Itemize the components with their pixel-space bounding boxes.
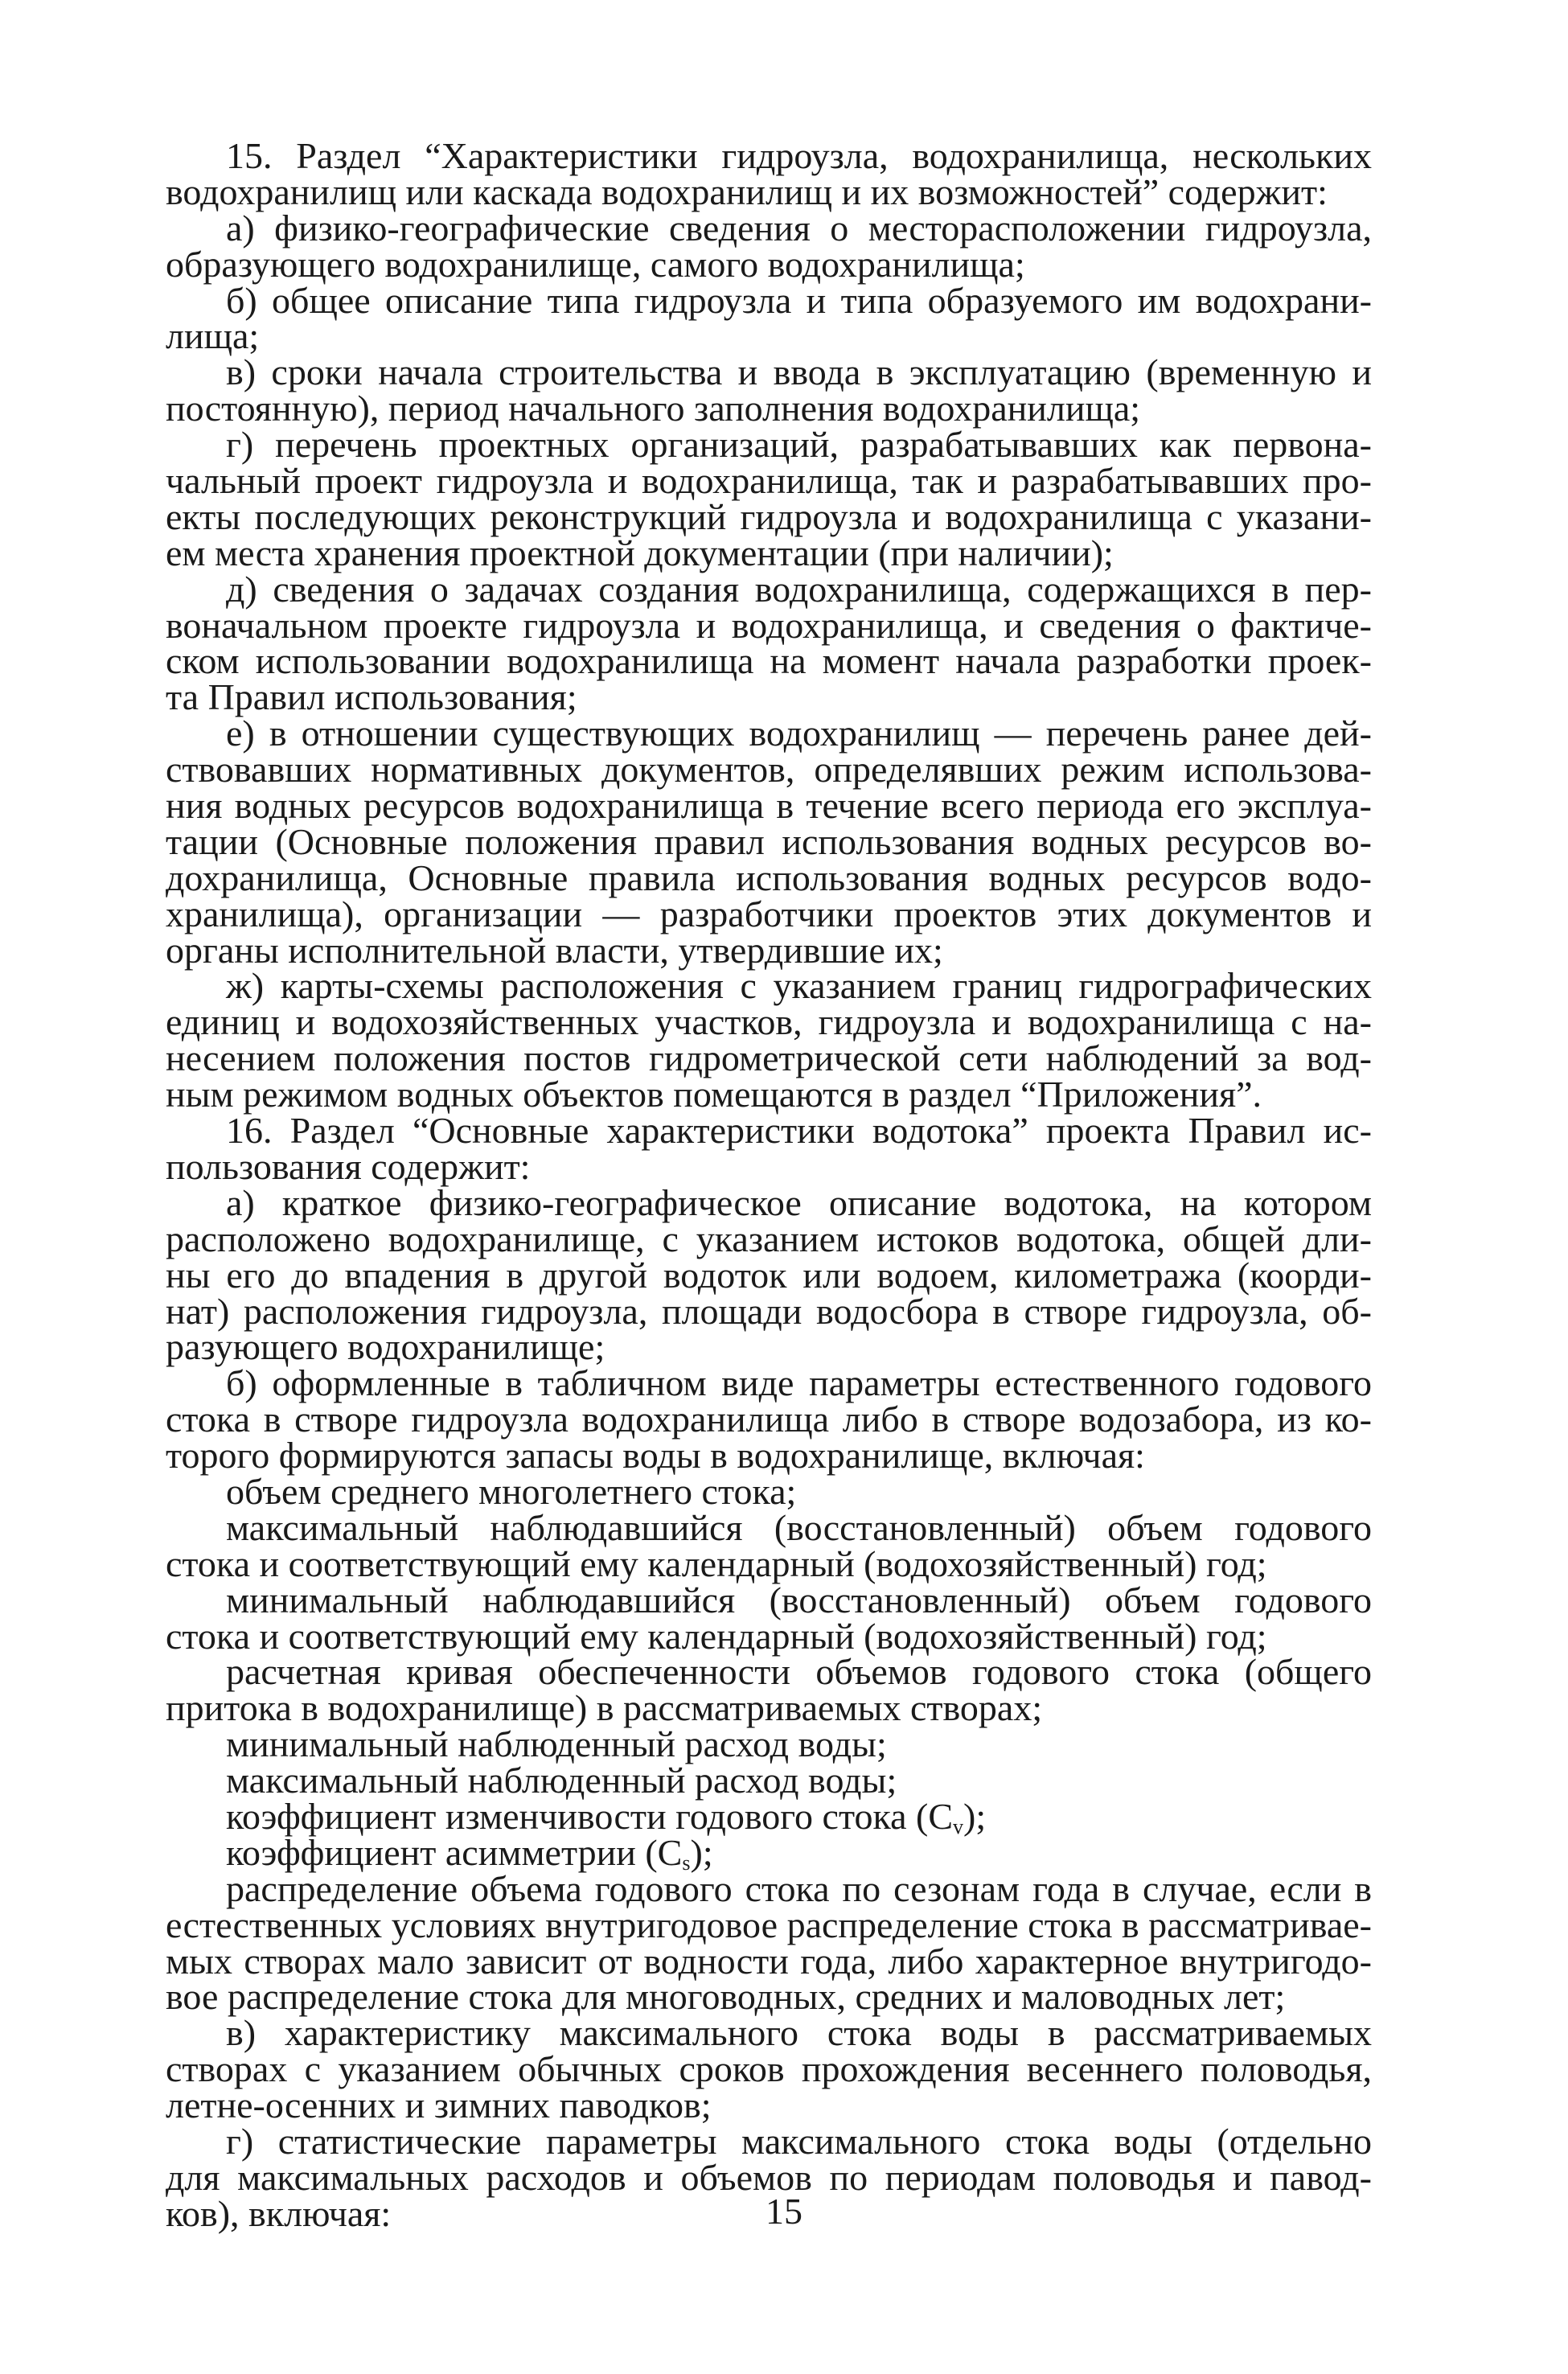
text-line: г) статистические параметры максимального стока воды (отдельно <box>226 2120 1372 2162</box>
text-line: екты последующих реконструкций гидроузла и водохранилища с указани- <box>166 495 1372 537</box>
text-line: ным режимом водных объектов помещаются в раздел “Приложения”. <box>166 1074 1262 1115</box>
text-line: вое распределение стока для многоводных, средних и маловодных лет; <box>166 1976 1286 2018</box>
text-line: воначальном проекте гидроузла и водохранилища, и сведения о фактиче- <box>166 604 1372 646</box>
text-line: дохранилища, Основные правила использования водных ресурсов водо- <box>166 856 1372 898</box>
text-line: коэффициент асимметрии $(C_s)$; <box>226 1831 713 1875</box>
text-line: а) краткое физико-географическое описание водотока, на котором <box>226 1181 1372 1223</box>
page-number: 15 <box>766 2191 802 2232</box>
text-line: ния водных ресурсов водохранилища в течение всего периода его эксплуа- <box>166 785 1372 827</box>
text-line: хранилища), организации — разработчики проектов этих документов и <box>166 893 1372 934</box>
text-line: в) сроки начала строительства и ввода в эксплуатацию (временную и <box>226 351 1372 393</box>
text-line: торого формируются запасы воды в водохранилище, включая: <box>166 1435 1145 1477</box>
text-line: единиц и водохозяйственных участков, гидроузла и водохранилища с на- <box>166 1001 1372 1043</box>
text-line: ков), включая: <box>166 2192 392 2234</box>
text-line: стока в створе гидроузла водохранилища либо в створе водозабора, из ко- <box>166 1399 1372 1440</box>
text-line: летне-осенних и зимних паводков; <box>166 2084 712 2126</box>
text-line: чальный проект гидроузла и водохранилища, так и разрабатывавших про- <box>166 460 1372 502</box>
text-line: для максимальных расходов и объемов по периодам половодья и павод- <box>166 2156 1372 2198</box>
text-line: максимальный наблюденный расход воды; <box>226 1760 897 1801</box>
text-line: та Правил использования; <box>166 676 577 718</box>
text-line: расположено водохранилище, с указанием истоков водотока, общей дли- <box>166 1218 1372 1259</box>
text-line: нат) расположения гидроузла, площади водосбора в створе гидроузла, об- <box>166 1290 1372 1332</box>
text-line: стока и соответствующий ему календарный (водохозяйственный) год; <box>166 1542 1267 1584</box>
text-line: стока и соответствующий ему календарный (водохозяйственный) год; <box>166 1615 1267 1657</box>
text-line: створах с указанием обычных сроков прохождения весеннего половодья, <box>166 2048 1372 2090</box>
text-line: тации (Основные положения правил использования водных ресурсов во- <box>166 820 1372 862</box>
text-line: объем среднего многолетнего стока; <box>226 1470 797 1512</box>
text-line: образующего водохранилище, самого водохранилища; <box>166 243 1025 285</box>
text-line: расчетная кривая обеспеченности объемов годового стока (общего <box>226 1651 1372 1693</box>
text-line: ском использовании водохранилища на момент начала разработки проек- <box>166 640 1372 682</box>
text-line: а) физико-географические сведения о месторасположении гидроузла, <box>226 207 1372 248</box>
text-line: б) общее описание типа гидроузла и типа образуемого им водохрани- <box>226 279 1372 321</box>
text-line: притока в водохранилище) в рассматриваемых створах; <box>166 1687 1043 1729</box>
document-body <box>166 135 1372 2234</box>
text-line: д) сведения о задачах создания водохранилища, содержащихся в пер- <box>226 568 1372 610</box>
text-line: минимальный наблюденный расход воды; <box>226 1723 887 1765</box>
text-line: 15. Раздел “Характеристики гидроузла, водохранилища, нескольких <box>226 135 1372 176</box>
text-line: разующего водохранилище; <box>166 1326 605 1368</box>
text-line: водохранилищ или каскада водохранилищ и их возможностей” содержит: <box>166 170 1328 212</box>
text-line: в) характеристику максимального стока воды в рассматриваемых <box>226 2012 1372 2054</box>
text-line: 16. Раздел “Основные характеристики водотока” проекта Правил ис- <box>226 1110 1372 1152</box>
text-line: несением положения постов гидрометрической сети наблюдений за вод- <box>166 1037 1372 1079</box>
text-line: максимальный наблюдавшийся (восстановленный) объем годового <box>226 1506 1372 1548</box>
text-line: г) перечень проектных организаций, разрабатывавших как первона- <box>226 424 1372 466</box>
text-line: лища; <box>166 315 260 357</box>
text-line: б) оформленные в табличном виде параметры естественного годового <box>226 1362 1372 1404</box>
text-line: естественных условиях внутригодовое распределение стока в рассматривае- <box>166 1904 1372 1945</box>
text-line: ны его до впадения в другой водоток или водоем, километража (коорди- <box>166 1254 1372 1296</box>
text-line: мых створах мало зависит от водности года, либо характерное внутригодо- <box>166 1940 1372 1982</box>
text-line: распределение объема годового стока по сезонам года в случае, если в <box>226 1867 1372 1909</box>
text-line: ем места хранения проектной документации (при наличии); <box>166 532 1114 573</box>
text-line: ж) карты-схемы расположения с указанием границ гидрографических <box>226 965 1372 1007</box>
text-line: постоянную), период начального заполнения водохранилища; <box>166 388 1141 429</box>
text-line: пользования содержит: <box>166 1145 531 1187</box>
text-line: коэффициент изменчивости годового стока $(C_v)$; <box>226 1795 987 1838</box>
text-line: ствовавших нормативных документов, определявших режим использова- <box>166 749 1372 791</box>
text-line: е) в отношении существующих водохранилищ — перечень ранее дей- <box>226 713 1372 754</box>
text-line: минимальный наблюдавшийся (восстановленный) объем годового <box>226 1579 1372 1620</box>
text-line: органы исполнительной власти, утвердившие их; <box>166 929 943 971</box>
